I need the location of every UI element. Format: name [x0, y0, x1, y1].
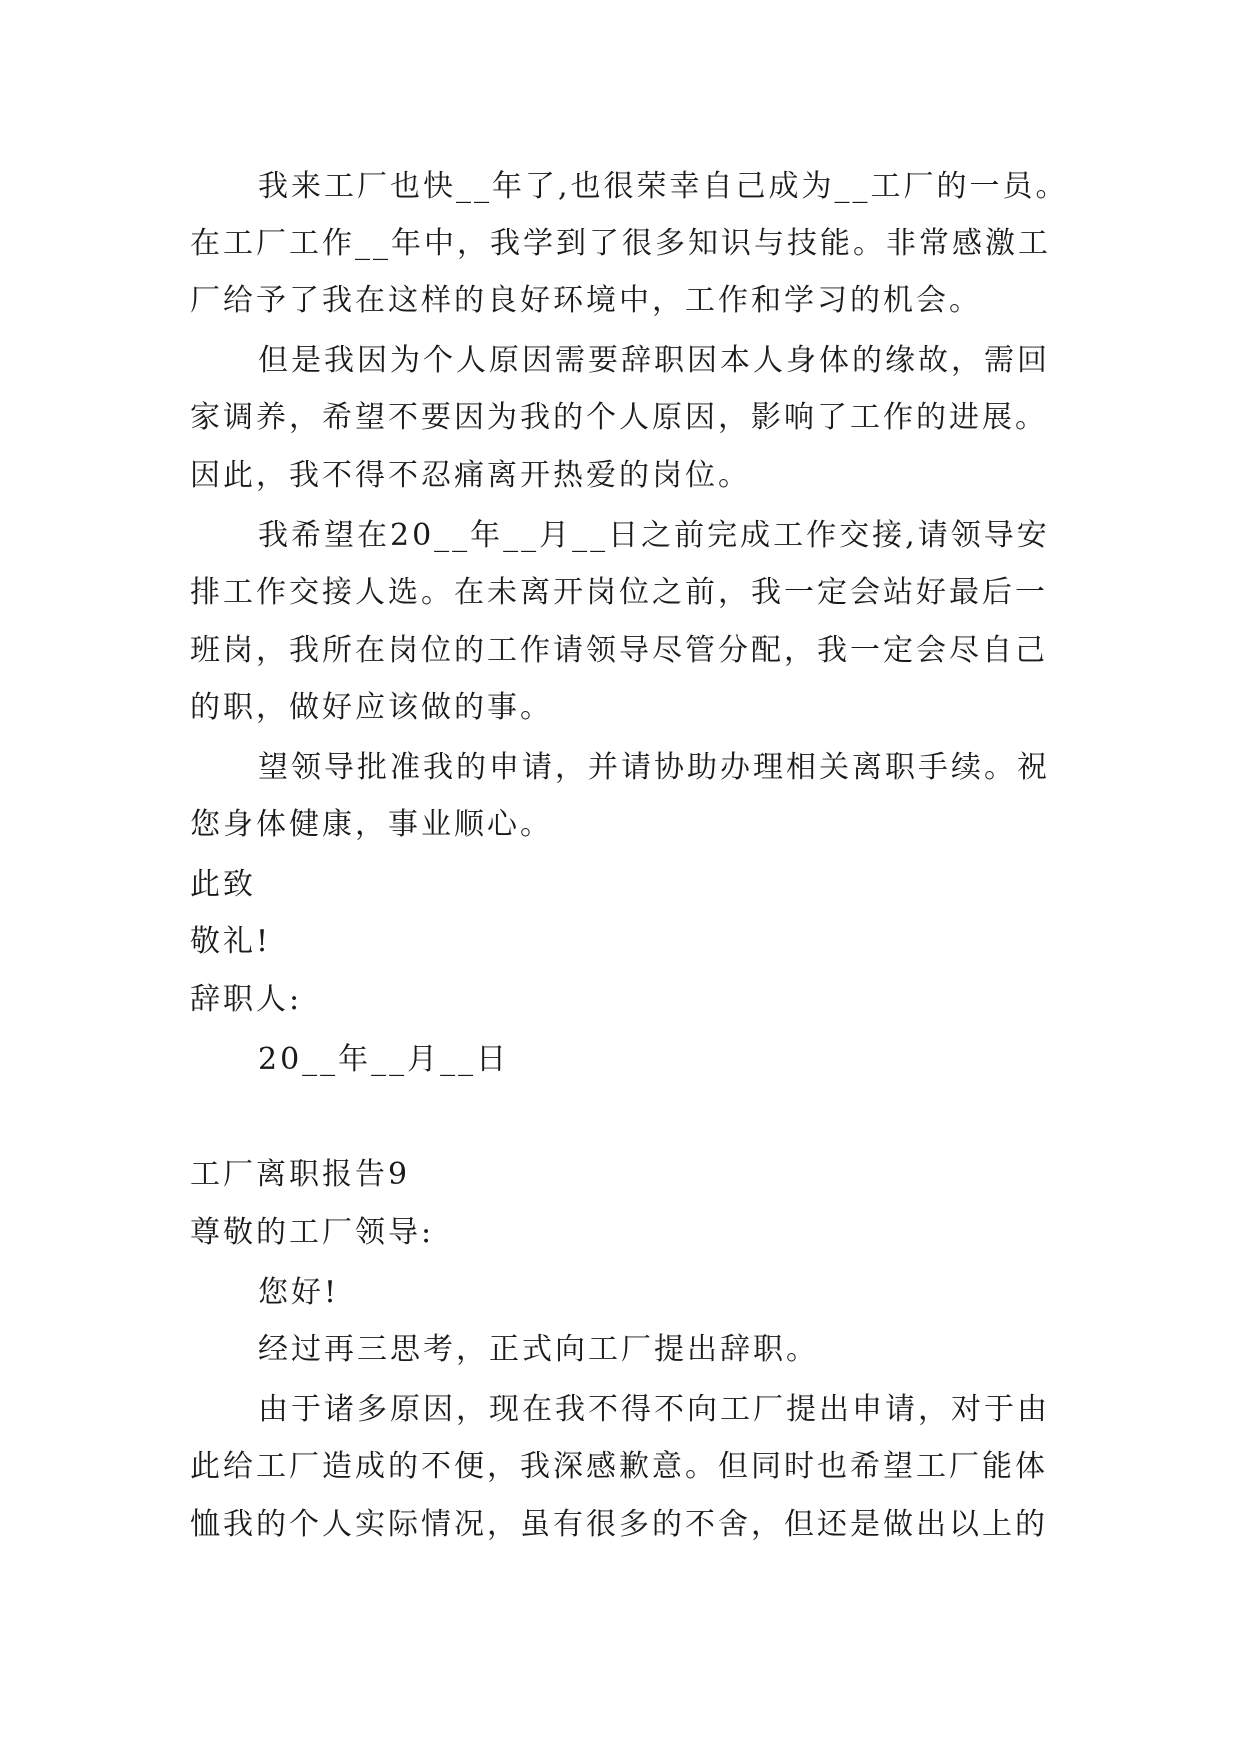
paragraph-5-line-1: 经过再三思考，正式向工厂提出辞职。	[258, 1332, 819, 1367]
signature-date: 20__年__月__日	[258, 1042, 510, 1077]
closing-regards: 敬礼!	[190, 924, 272, 959]
letter-recipient: 尊敬的工厂领导:	[190, 1215, 435, 1250]
paragraph-6-line-2: 此给工厂造成的不便，我深感歉意。但同时也希望工厂能体	[190, 1449, 1048, 1484]
section-title: 工厂离职报告9	[190, 1157, 411, 1192]
paragraph-6-line-3: 恤我的个人实际情况，虽有很多的不舍，但还是做出以上的	[190, 1507, 1048, 1542]
paragraph-3-line-1: 我希望在20__年__月__日之前完成工作交接,请领导安	[258, 518, 1050, 553]
paragraph-1-line-3: 厂给予了我在这样的良好环境中，工作和学习的机会。	[190, 283, 982, 318]
paragraph-4-line-1: 望领导批准我的申请，并请协助办理相关离职手续。祝	[258, 750, 1050, 785]
paragraph-2-line-3: 因此，我不得不忍痛离开热爱的岗位。	[190, 458, 751, 493]
paragraph-2-line-2: 家调养，希望不要因为我的个人原因，影响了工作的进展。	[190, 400, 1048, 435]
paragraph-6-line-1: 由于诸多原因，现在我不得不向工厂提出申请，对于由	[258, 1392, 1050, 1427]
paragraph-2-line-1: 但是我因为个人原因需要辞职因本人身体的缘故，需回	[258, 343, 1050, 378]
paragraph-4-line-2: 您身体健康，事业顺心。	[190, 807, 553, 842]
closing-salutation: 此致	[190, 867, 256, 902]
paragraph-1-line-2: 在工厂工作__年中，我学到了很多知识与技能。非常感激工	[190, 226, 1051, 261]
signature-label: 辞职人:	[190, 982, 303, 1017]
paragraph-3-line-4: 的职，做好应该做的事。	[190, 690, 553, 725]
paragraph-3-line-2: 排工作交接人选。在未离开岗位之前，我一定会站好最后一	[190, 575, 1048, 610]
letter-greeting: 您好!	[258, 1275, 340, 1310]
paragraph-3-line-3: 班岗，我所在岗位的工作请领导尽管分配，我一定会尽自己	[190, 633, 1048, 668]
paragraph-1-line-1: 我来工厂也快__年了,也很荣幸自己成为__工厂的一员。	[258, 169, 1069, 204]
